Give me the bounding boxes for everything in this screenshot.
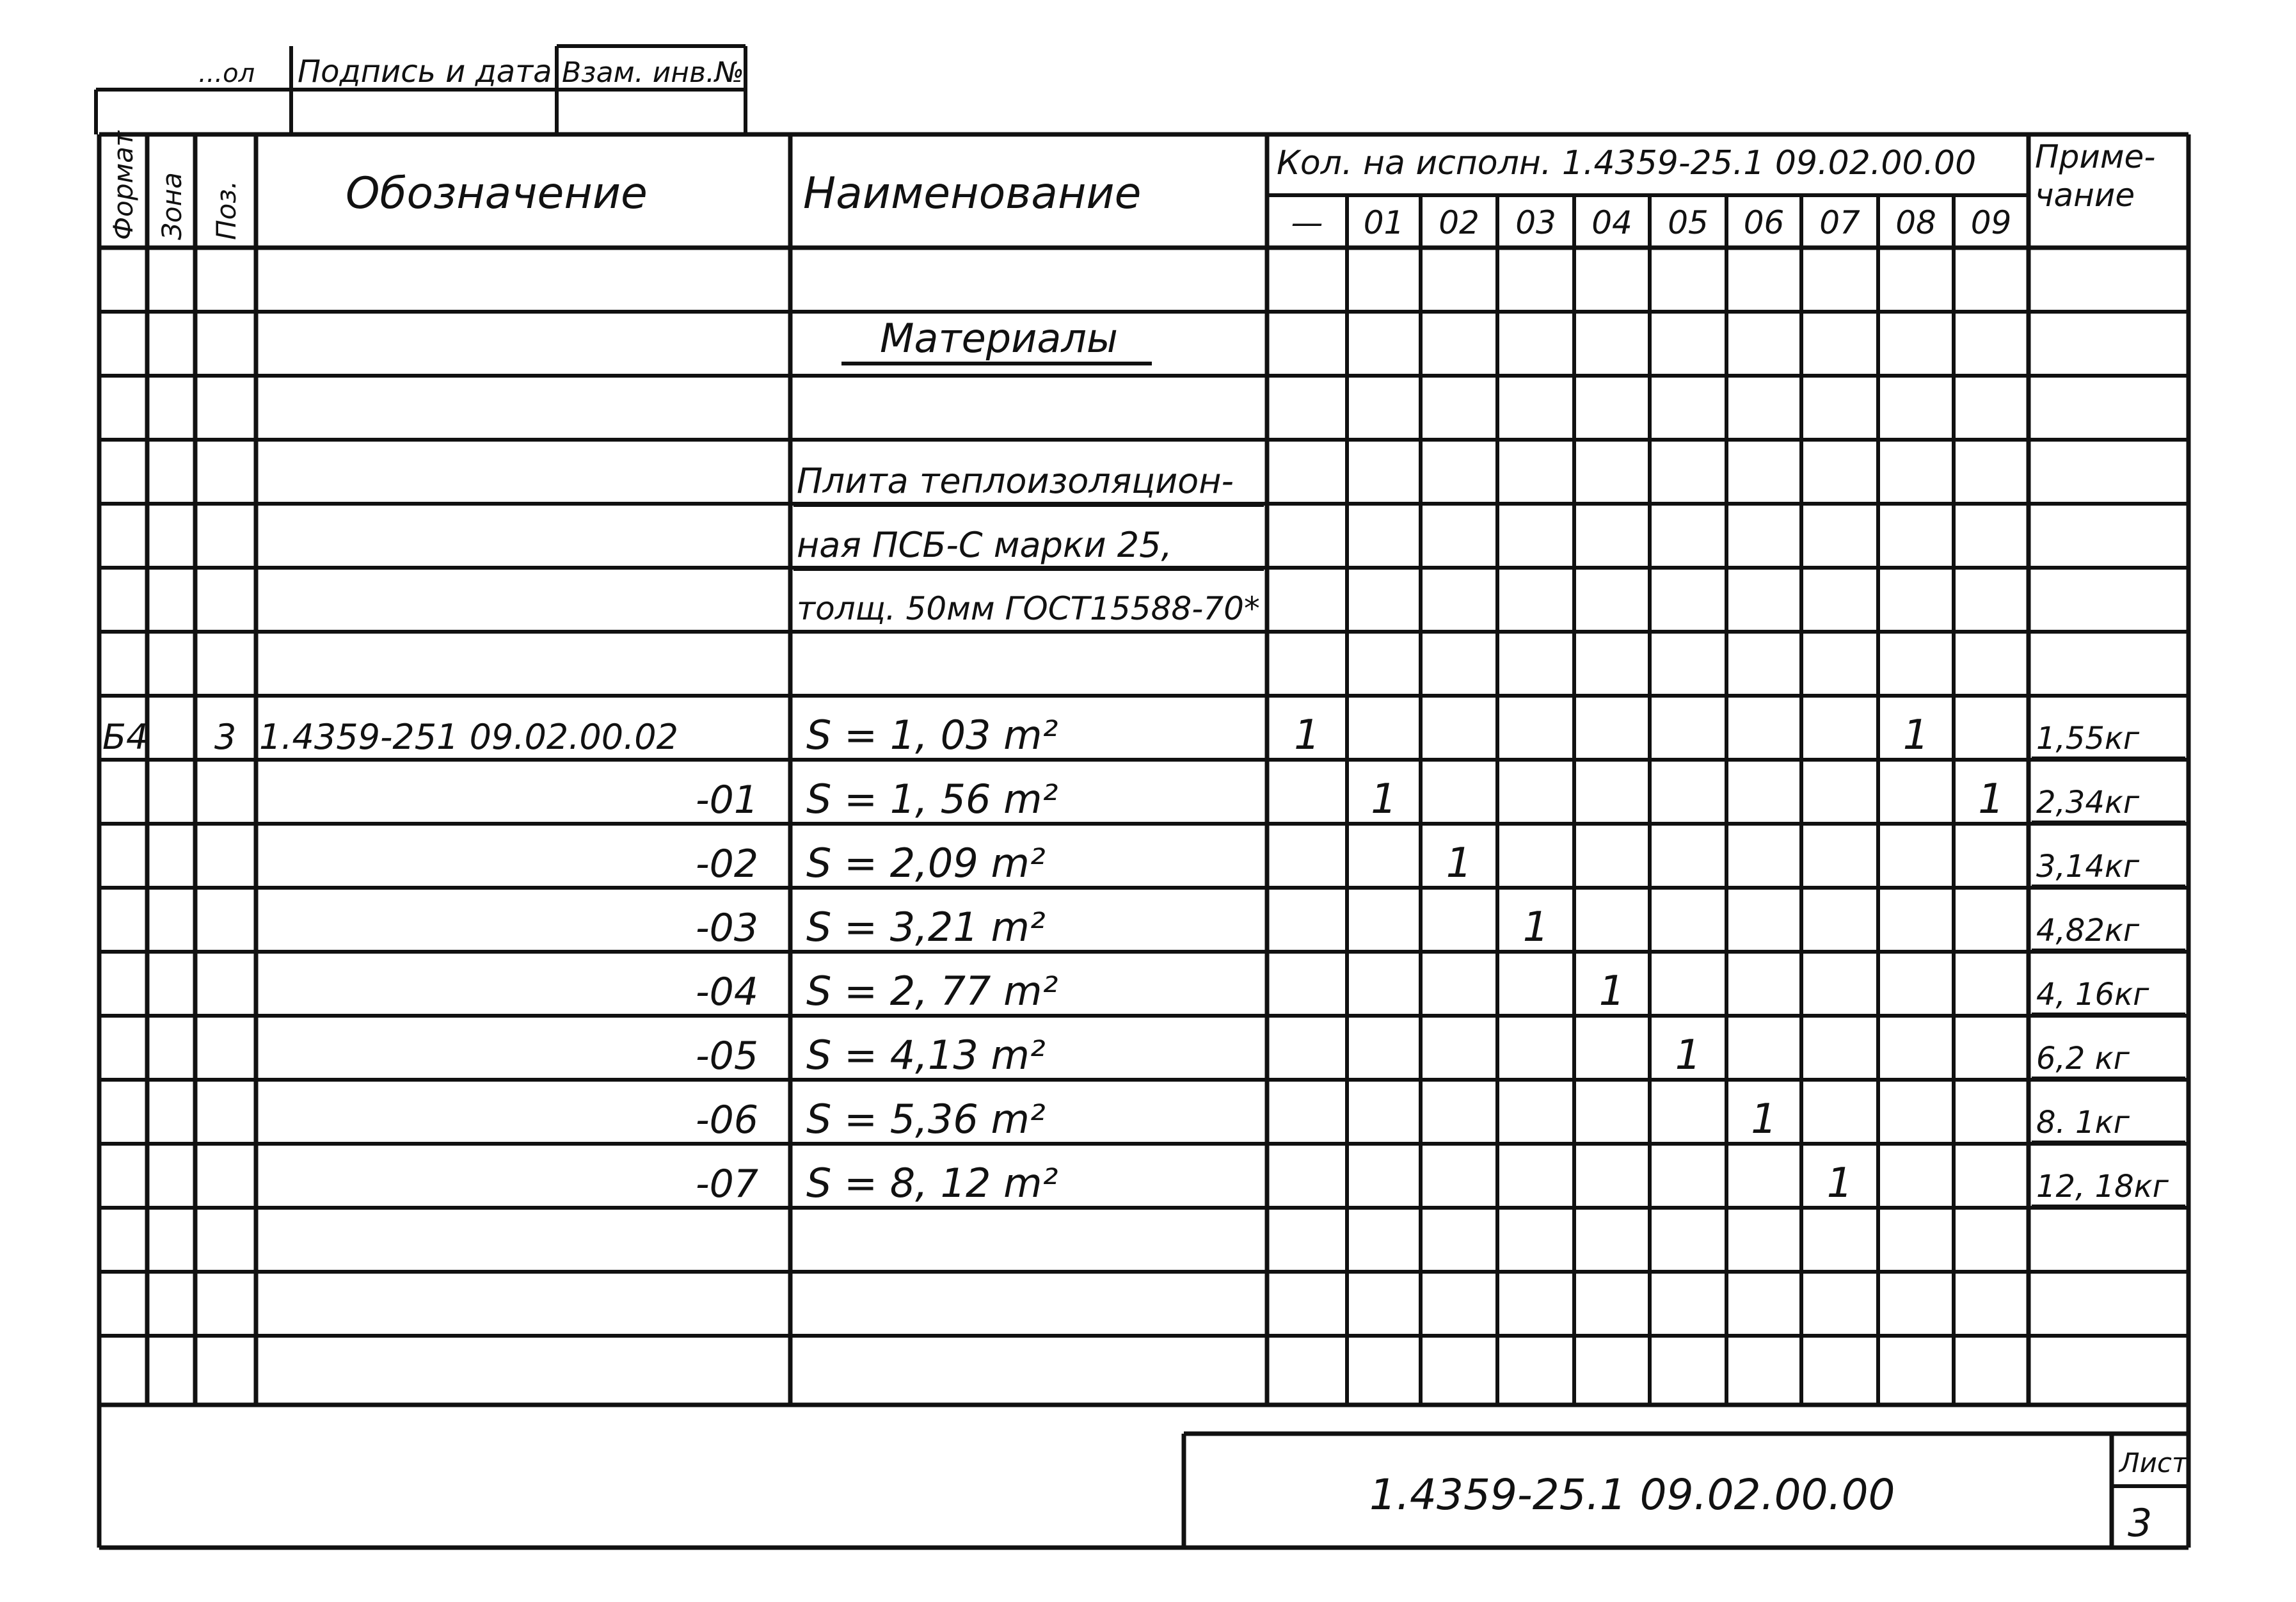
- row-qty-mark: 1: [1371, 776, 1397, 823]
- table-row: [696, 840, 2185, 887]
- header-name: Наименование: [803, 168, 1142, 219]
- variant-header-2: 02: [1439, 204, 1479, 241]
- stamp-replaced-inv: Взам. инв.№: [562, 56, 744, 89]
- variant-header-9: 09: [1970, 204, 2012, 241]
- materials-section: [793, 315, 1264, 632]
- row-format: Б4: [102, 717, 148, 757]
- row-qty-mark: 1: [1675, 1032, 1702, 1079]
- row-name: S = 4,13 m²: [806, 1032, 1046, 1078]
- header-designation: Обозначение: [346, 168, 648, 219]
- row-qty-mark: 1: [1522, 904, 1549, 951]
- row-designation: -05: [696, 1034, 758, 1078]
- row-qty-mark: 1: [1826, 1160, 1853, 1207]
- header-note-line1: Приме-: [2035, 138, 2156, 175]
- table-row: [696, 904, 2185, 951]
- document-number: 1.4359-25.1 09.02.00.00: [1369, 1470, 1895, 1519]
- row-qty-mark: 1: [1598, 968, 1625, 1015]
- table-row: [696, 776, 2185, 823]
- row-note: 4, 16кг: [2036, 977, 2149, 1013]
- stamp-signature-date: Подпись и дата: [298, 54, 552, 90]
- row-note: 4,82кг: [2036, 913, 2140, 949]
- row-designation: 1.4359-251 09.02.00.02: [259, 717, 679, 757]
- table-row: [696, 1096, 2185, 1143]
- title-block: [1184, 1434, 2188, 1548]
- header-pos: Поз.: [211, 180, 242, 240]
- stamp-col1: ...ол: [198, 59, 255, 88]
- row-note: 1,55кг: [2036, 721, 2140, 757]
- row-designation: -01: [696, 778, 758, 822]
- header-note-line2: чание: [2035, 177, 2135, 214]
- table-grid: [99, 134, 2188, 1548]
- row-note: 2,34кг: [2036, 785, 2140, 821]
- row-designation: -06: [696, 1098, 758, 1142]
- row-note: 8. 1кг: [2036, 1105, 2130, 1141]
- variant-header-3: 03: [1515, 204, 1556, 241]
- table-header: [108, 130, 2155, 241]
- top-stamp: [96, 46, 745, 134]
- row-qty-mark: 1: [1751, 1096, 1777, 1143]
- variant-header-1: 01: [1363, 204, 1405, 241]
- row-name: S = 1, 03 m²: [806, 712, 1058, 758]
- row-name: S = 5,36 m²: [806, 1096, 1046, 1142]
- row-qty-mark: 1: [1902, 712, 1929, 759]
- sheet-label: Лист: [2119, 1447, 2188, 1478]
- header-qty-title: Кол. на исполн. 1.4359-25.1 09.02.00.00: [1277, 144, 1977, 182]
- table-row: [102, 712, 2185, 759]
- material-line-1: Плита теплоизоляцион-: [797, 461, 1234, 501]
- data-rows: [102, 712, 2185, 1207]
- row-name: S = 2,09 m²: [806, 840, 1046, 886]
- row-designation: -04: [696, 970, 758, 1014]
- table-row: [696, 968, 2185, 1015]
- row-designation: -03: [696, 906, 758, 950]
- header-zone: Зона: [156, 172, 187, 240]
- row-qty-mark: 1: [1446, 840, 1472, 887]
- variant-header-0: —: [1291, 204, 1323, 241]
- row-note: 3,14кг: [2036, 849, 2140, 885]
- row-note: 12, 18кг: [2036, 1169, 2169, 1205]
- row-designation: -07: [696, 1162, 758, 1206]
- variant-header-6: 06: [1743, 204, 1785, 241]
- sheet-number: 3: [2128, 1501, 2153, 1546]
- row-name: S = 1, 56 m²: [806, 776, 1058, 822]
- material-line-3: толщ. 50мм ГОСТ15588-70*: [797, 590, 1260, 627]
- table-row: [696, 1032, 2185, 1079]
- row-designation: -02: [696, 842, 758, 886]
- row-name: S = 8, 12 m²: [806, 1160, 1058, 1206]
- variant-header-5: 05: [1668, 204, 1709, 241]
- variant-header-7: 07: [1819, 204, 1860, 241]
- section-title: Материалы: [880, 315, 1118, 362]
- variant-header-8: 08: [1895, 204, 1936, 241]
- row-name: S = 2, 77 m²: [806, 968, 1058, 1014]
- row-qty-mark: 1: [1294, 712, 1320, 759]
- row-qty-mark: 1: [1978, 776, 2004, 823]
- material-line-2: ная ПСБ-С марки 25,: [797, 525, 1172, 565]
- row-name: S = 3,21 m²: [806, 904, 1046, 950]
- header-format: Формат: [108, 131, 139, 240]
- variant-header-4: 04: [1591, 204, 1632, 241]
- row-position: 3: [214, 717, 237, 757]
- row-note: 6,2 кг: [2036, 1041, 2130, 1077]
- table-row: [696, 1160, 2185, 1207]
